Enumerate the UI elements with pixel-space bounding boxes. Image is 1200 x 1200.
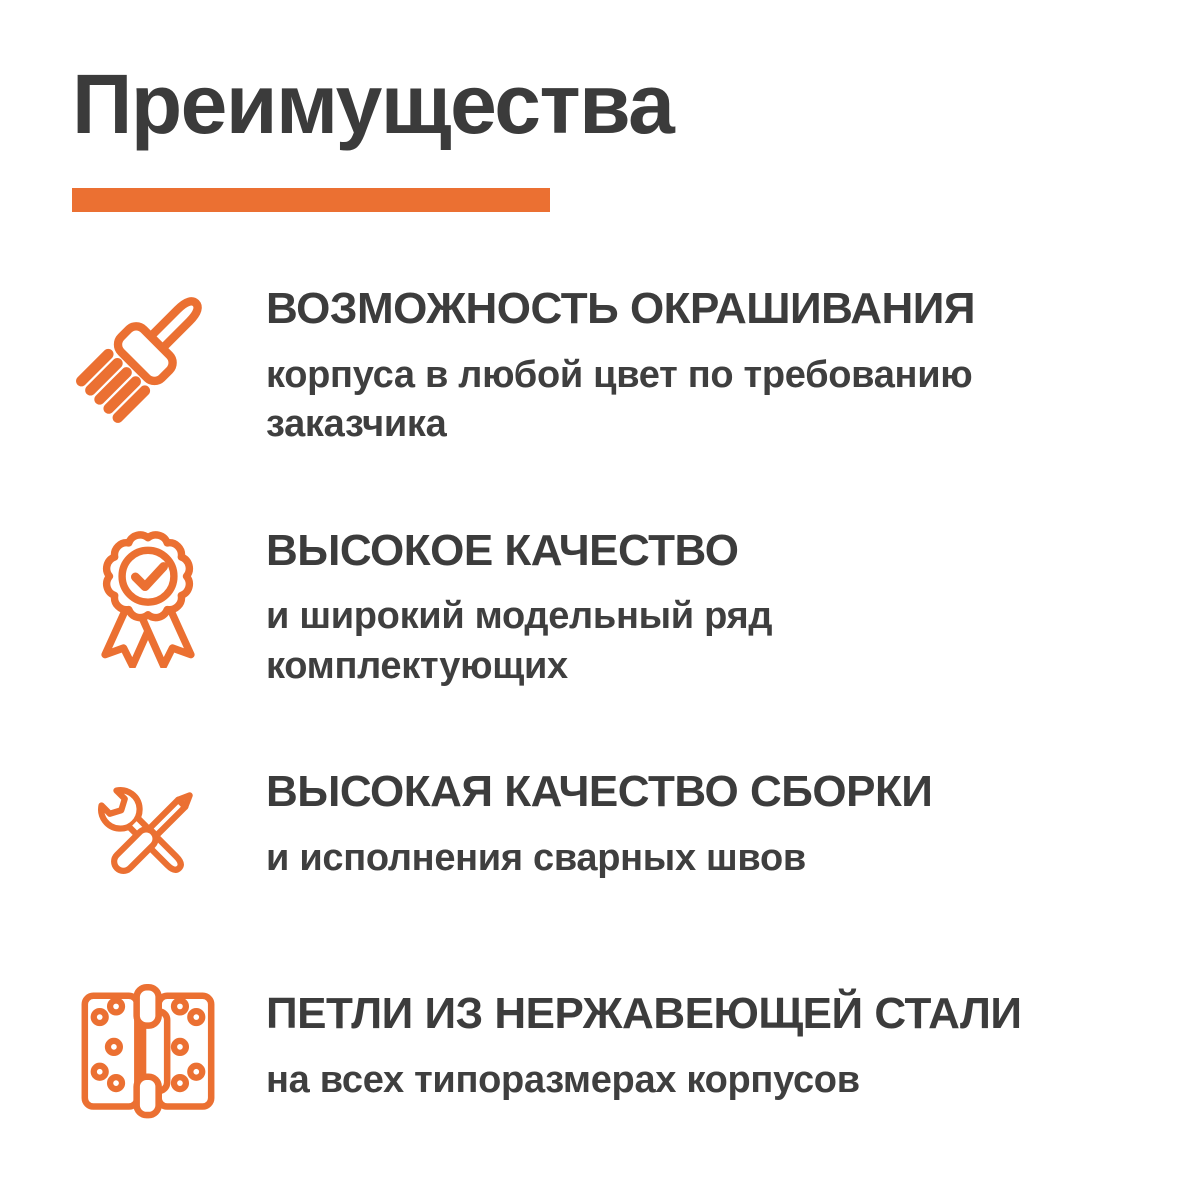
section-text bbox=[266, 983, 1021, 1105]
section-body bbox=[266, 1056, 1021, 1105]
section-hinges bbox=[72, 983, 1130, 1135]
body-line: корпуса в любой цвет по требованию bbox=[266, 353, 973, 396]
section-body bbox=[266, 592, 772, 691]
section-painting bbox=[72, 278, 1130, 449]
wrench-screwdriver-icon bbox=[72, 761, 224, 913]
section-text bbox=[266, 761, 932, 883]
section-body bbox=[266, 834, 932, 883]
body-line: и исполнения сварных швов bbox=[266, 836, 806, 879]
award-medal-icon bbox=[72, 520, 224, 672]
body-line: на всех типоразмерах корпусов bbox=[266, 1058, 860, 1101]
page-title: Преимущества bbox=[72, 57, 674, 151]
paint-brush-icon bbox=[72, 278, 224, 430]
section-title: ВЫСОКАЯ КАЧЕСТВО СБОРКИ bbox=[266, 767, 933, 817]
body-line: и широкий модельный ряд bbox=[266, 595, 773, 638]
door-hinge-icon bbox=[72, 983, 224, 1135]
section-title: ПЕТЛИ ИЗ НЕРЖАВЕЮЩЕЙ СТАЛИ bbox=[266, 989, 1022, 1039]
section-text bbox=[266, 278, 975, 449]
section-title: ВОЗМОЖНОСТЬ ОКРАШИВАНИЯ bbox=[266, 284, 975, 334]
body-line: заказчика bbox=[266, 403, 447, 446]
section-text bbox=[266, 520, 772, 691]
sections-list bbox=[72, 278, 1130, 1135]
section-body bbox=[266, 351, 975, 450]
accent-bar bbox=[72, 188, 550, 212]
body-line: комплектующих bbox=[266, 644, 568, 687]
section-quality bbox=[72, 520, 1130, 691]
section-assembly bbox=[72, 761, 1130, 913]
section-title: ВЫСОКОЕ КАЧЕСТВО bbox=[266, 525, 739, 575]
